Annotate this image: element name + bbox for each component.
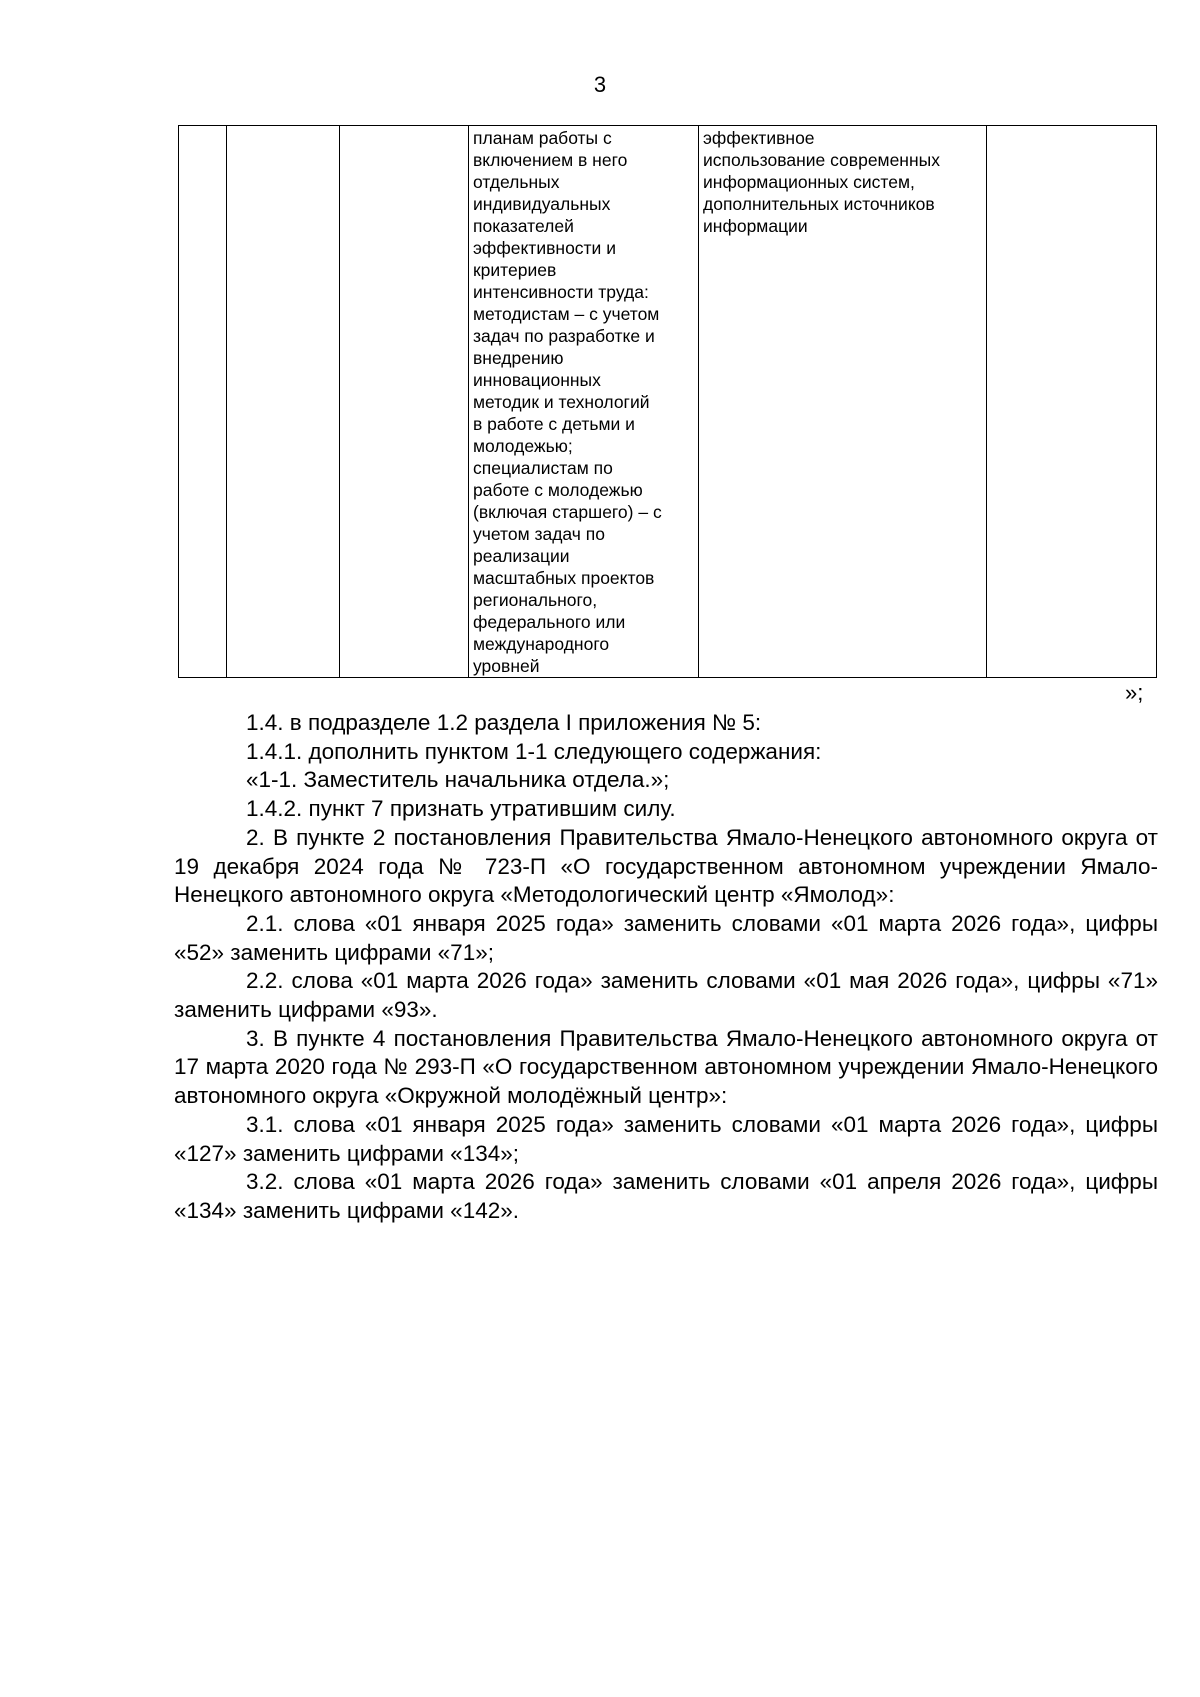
cell-line: дополнительных источников — [703, 194, 935, 214]
paragraph: «1-1. Заместитель начальника отдела.»; — [246, 767, 670, 793]
cell-line: методистам – с учетом — [473, 304, 660, 324]
cell-line: информации — [703, 216, 808, 236]
cell-line: отдельных — [473, 172, 560, 192]
paragraph: 2. В пункте 2 постановления Правительства Ямало-Ненецкого автономного округа от 19 декабря 2024 года № 723-П «О государственном автономном учреждении Ямало-Ненецкого автономного округа «Методологический центр «Ямолод»: — [174, 824, 1158, 908]
cell-line: международного — [473, 634, 610, 654]
cell-line: внедрению — [473, 348, 564, 368]
paragraph: 3.1. слова «01 января 2025 года» заменить словами «01 марта 2026 года», цифры «127» заменить цифрами «134»; — [174, 1111, 1158, 1166]
document-body — [174, 709, 1158, 1226]
cell-line: молодежью; — [473, 436, 573, 456]
paragraph: 2.1. слова «01 января 2025 года» заменить словами «01 марта 2026 года», цифры «52» заменить цифрами «71»; — [174, 910, 1158, 965]
paragraph: 3.2. слова «01 марта 2026 года» заменить словами «01 апреля 2026 года», цифры «134» заменить цифрами «142». — [174, 1169, 1158, 1223]
cell-line: инновационных — [473, 370, 601, 390]
cell-line: задач по разработке и — [473, 326, 655, 346]
cell-line: критериев — [473, 260, 557, 280]
cell-line: специалистам по — [473, 458, 613, 478]
table-cell-indicators — [469, 126, 699, 678]
cell-line: реализации — [473, 546, 570, 566]
cell-line: включением в него — [473, 150, 628, 170]
table-cell-1 — [179, 126, 227, 678]
cell-line: уровней — [473, 656, 540, 676]
table-cell-methods — [699, 126, 987, 678]
table-row — [179, 126, 1157, 678]
cell-line: индивидуальных — [473, 194, 611, 214]
cell-line: планам работы с — [473, 128, 612, 148]
cell-line: использование современных — [703, 150, 940, 170]
cell-line: эффективности и — [473, 238, 616, 258]
cell-line: методик и технологий — [473, 392, 650, 412]
cell-line: федерального или — [473, 612, 626, 632]
cell-line: эффективное — [703, 128, 815, 148]
continuation-table — [178, 125, 1157, 678]
table-cell-6 — [987, 126, 1157, 678]
table-cell-2 — [227, 126, 340, 678]
paragraph: 1.4. в подразделе 1.2 раздела I приложения № 5: — [246, 710, 762, 735]
paragraph: 1.4.1. дополнить пунктом 1-1 следующего содержания: — [246, 738, 822, 764]
paragraph: 3. В пункте 4 постановления Правительства Ямало-Ненецкого автономного округа от 17 марта 2020 года № 293-П «О государственном автономном учреждении Ямало-Ненецкого автономного округа «Окружной молодёжный центр»: — [174, 1025, 1158, 1109]
cell-line: интенсивности труда: — [473, 282, 649, 302]
paragraph: 1.4.2. пункт 7 признать утратившим силу. — [246, 796, 676, 822]
table-cell-3 — [340, 126, 469, 678]
cell-line: в работе с детьми и — [473, 414, 635, 434]
cell-line: регионального, — [473, 590, 598, 610]
paragraph: 2.2. слова «01 марта 2026 года» заменить словами «01 мая 2026 года», цифры «71» заменить цифрами «93». — [174, 968, 1158, 1023]
cell-line: работе с молодежью — [473, 480, 643, 500]
closing-quote: »; — [1125, 680, 1144, 705]
cell-line: (включая старшего) – с — [473, 502, 662, 522]
cell-line: показателей — [473, 216, 574, 236]
cell-line: учетом задач по — [473, 524, 605, 544]
cell-line: информационных систем, — [703, 172, 915, 192]
page-number: 3 — [593, 72, 607, 97]
cell-line: масштабных проектов — [473, 568, 655, 588]
